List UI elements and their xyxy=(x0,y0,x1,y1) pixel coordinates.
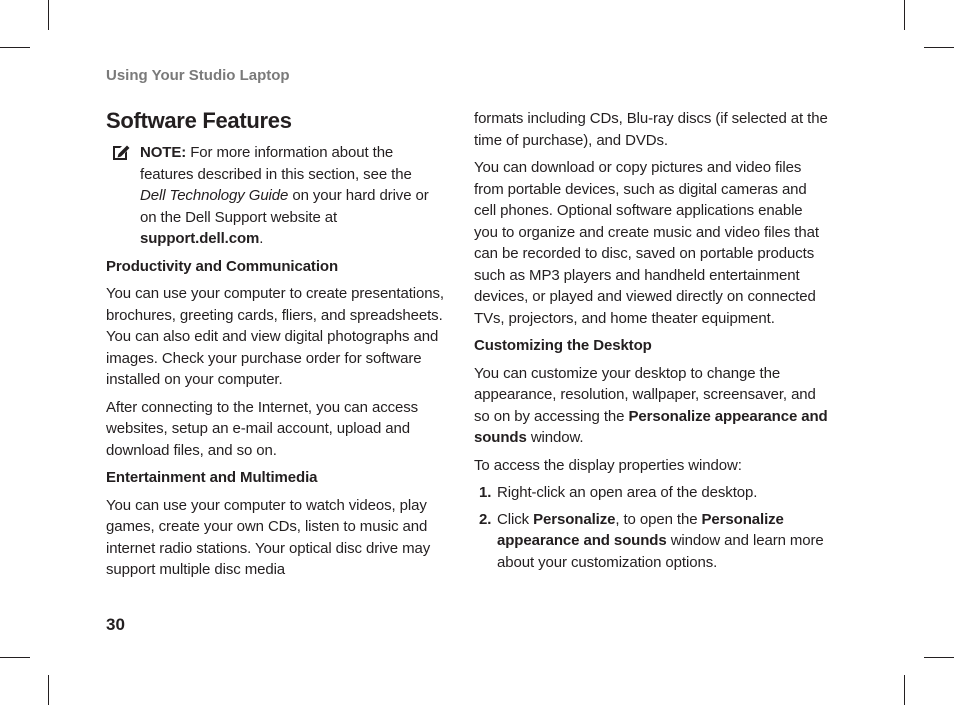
text-part: window and learn more about your customization options. xyxy=(497,532,824,571)
steps-list xyxy=(474,482,828,573)
list-item xyxy=(474,482,828,504)
note-text xyxy=(140,142,430,250)
crop-mark xyxy=(904,675,905,705)
step-text xyxy=(497,509,828,574)
pencil-note-icon xyxy=(112,142,134,250)
crop-mark xyxy=(48,675,49,705)
crop-mark xyxy=(48,0,49,30)
text-part: window. xyxy=(526,429,584,446)
download-paragraph: You can download or copy pictures and video files from portable devices, such as digital cameras and cell phones. Optional software applications enable you to organize and create music and video files that can be recorded to disc, saved on portable products such as MP3 players and handheld entertainment devices, or played and viewed directly on connected TVs, projectors, and home theater equipment. xyxy=(474,159,819,327)
menu-option: Personalize xyxy=(533,510,616,528)
left-column xyxy=(106,108,458,587)
page-title: Software Features xyxy=(106,108,292,133)
customizing-paragraph-2: To access the display properties window: xyxy=(474,456,742,474)
window-name: Personalize appearance and sounds xyxy=(497,510,784,549)
entertainment-paragraph-1: You can use your computer to watch videos, play games, create your own CDs, listen to music and internet radio stations. Your optical disc drive may support multiple disc media xyxy=(106,496,431,578)
note-text-part: . xyxy=(259,230,264,247)
productivity-paragraph-2: After connecting to the Internet, you can access websites, setup an e-mail account, upload and download files, and so on. xyxy=(106,398,419,459)
guide-title: Dell Technology Guide xyxy=(140,187,289,204)
list-item xyxy=(474,509,828,574)
step-number: 2. xyxy=(479,510,492,528)
crop-mark xyxy=(904,0,905,30)
customizing-paragraph-1 xyxy=(474,363,828,449)
entertainment-heading: Entertainment and Multimedia xyxy=(106,469,318,486)
note-text-part: For more information about the features described in this section, see the xyxy=(140,144,412,183)
productivity-heading: Productivity and Communication xyxy=(106,257,339,275)
entertainment-paragraph-continued: formats including CDs, Blu-ray discs (if selected at the time of purchase), and DVDs. xyxy=(474,110,828,149)
note-text-part: on your hard drive or on the Dell Support website at xyxy=(140,187,429,226)
crop-mark xyxy=(0,657,30,658)
crop-mark xyxy=(924,47,954,48)
right-column xyxy=(474,108,828,578)
support-link[interactable]: support.dell.com xyxy=(140,230,260,247)
customizing-heading: Customizing the Desktop xyxy=(474,337,652,354)
window-name: Personalize appearance and sounds xyxy=(474,407,828,446)
crop-mark xyxy=(0,47,30,48)
note-block xyxy=(106,142,458,250)
step-text: Right-click an open area of the desktop. xyxy=(497,484,758,501)
text-part: You can customize your desktop to change the appearance, resolution, wallpaper, screensaver, and so on by accessing the xyxy=(474,364,816,425)
text-part: , to open the xyxy=(615,510,702,528)
running-head: Using Your Studio Laptop xyxy=(106,67,290,84)
productivity-paragraph-1: You can use your computer to create presentations, brochures, greeting cards, fliers, and spreadsheets. You can also edit and view digital photographs and images. Check your purchase order for software installed on your computer. xyxy=(106,285,444,388)
crop-mark xyxy=(924,657,954,658)
note-label: NOTE: xyxy=(140,144,187,161)
step-number: 1. xyxy=(479,484,492,501)
page-number: 30 xyxy=(106,615,125,634)
text-part: Click xyxy=(497,510,534,528)
